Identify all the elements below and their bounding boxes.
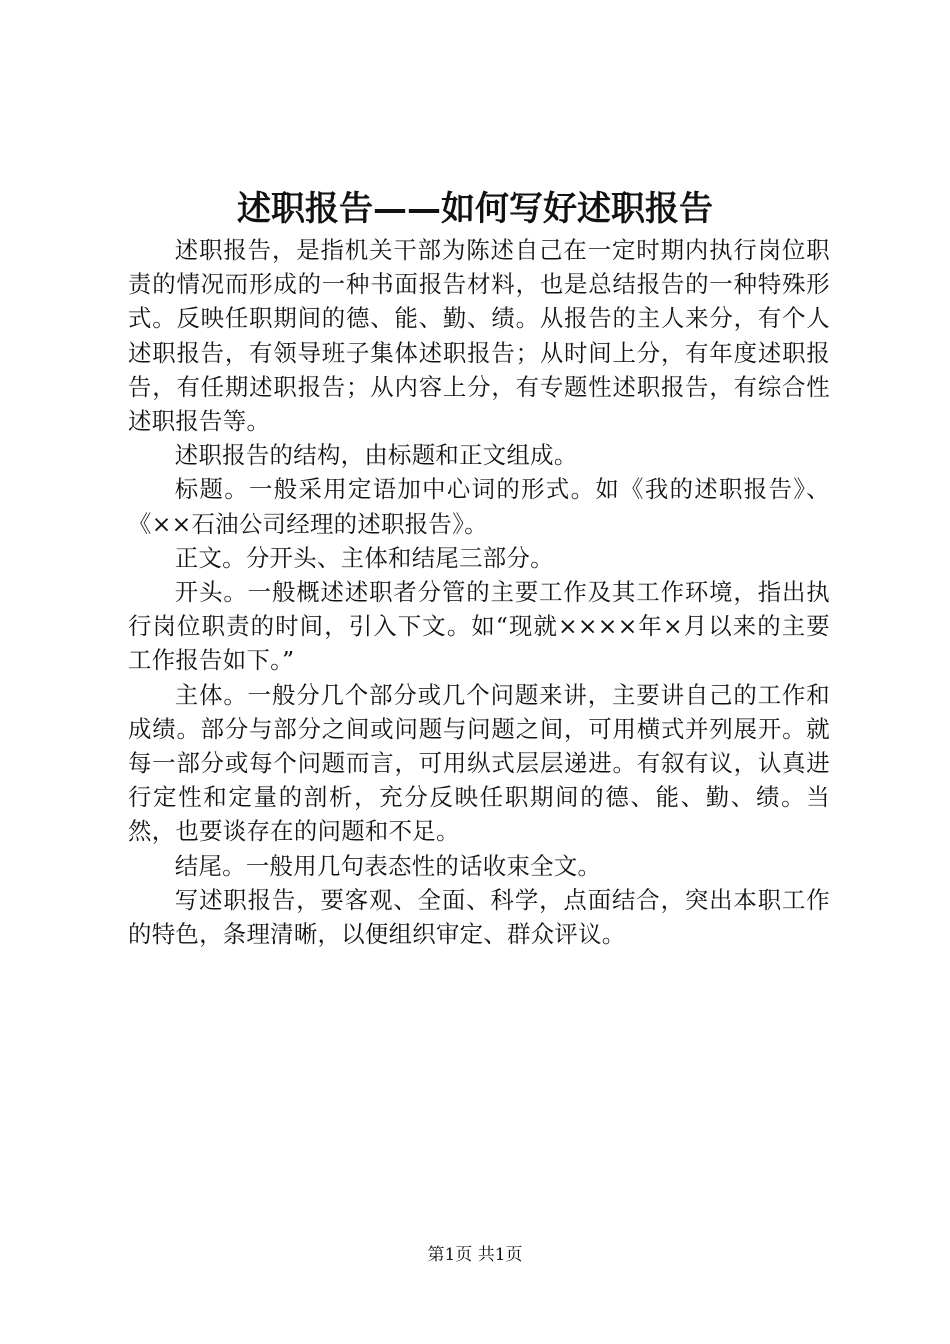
paragraph-main-body: 主体。一般分几个部分或几个问题来讲，主要讲自己的工作和成绩。部分与部分之间或问题与问题之间，可用横式并列展开。就每一部分或每个问题而言，可用纵式层层递进。有叙有议，认真进行定性和定量的剖析，充分反映任职期间的德、能、勤、绩。当然，也要谈存在的问题和不足。 <box>128 680 830 846</box>
page-footer: 第1页 共1页 <box>427 1245 523 1265</box>
paragraph-ending: 结尾。一般用几句表态性的话收束全文。 <box>174 851 602 880</box>
paragraph-opening: 开头。一般概述述职者分管的主要工作及其工作环境，指出执行岗位职责的时间，引入下文。如“现就××××年×月以来的主要工作报告如下。” <box>128 578 830 675</box>
paragraph-structure: 述职报告的结构，由标题和正文组成。 <box>174 441 578 470</box>
paragraph-body-section: 正文。分开头、主体和结尾三部分。 <box>174 543 554 572</box>
paragraph-title-section: 标题。一般采用定语加中心词的形式。如《我的述职报告》、《××石油公司经理的述职报告》。 <box>128 475 830 538</box>
paragraph-writing-tips: 写述职报告，要客观、全面、科学，点面结合，突出本职工作的特色，条理清晰，以便组织审定、群众评议。 <box>128 885 830 949</box>
document-title: 述职报告——如何写好述职报告 <box>237 189 713 229</box>
paragraph-intro: 述职报告，是指机关干部为陈述自己在一定时期内执行岗位职责的情况而形成的一种书面报告材料，也是总结报告的一种特殊形式。反映任职期间的德、能、勤、绩。从报告的主人来分，有个人述职报告，有领导班子集体述职报告；从时间上分，有年度述职报告，有任期述职报告；从内容上分，有专题性述职报告，有综合性述职报告等。 <box>128 236 830 436</box>
document-body <box>128 233 830 951</box>
